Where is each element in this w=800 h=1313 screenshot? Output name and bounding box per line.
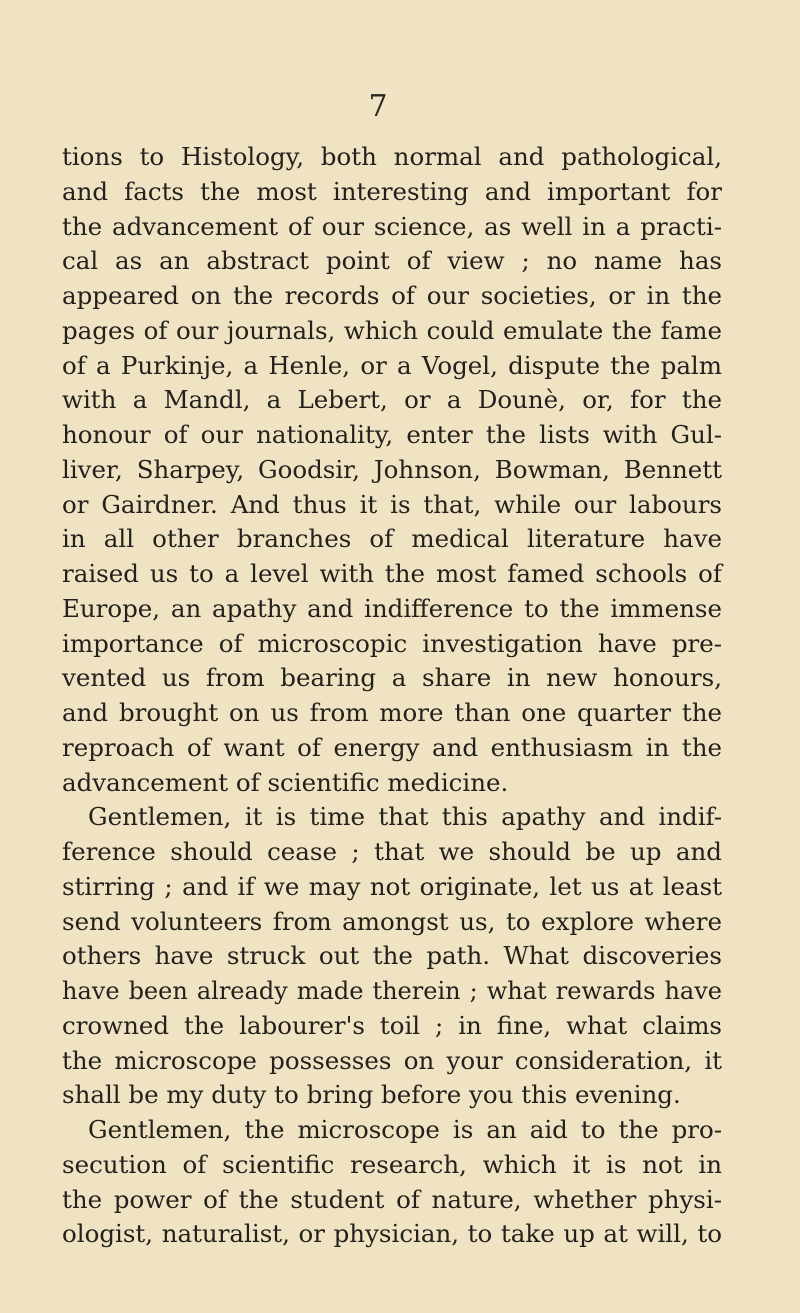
text-line: cal as an abstract point of view ; no name has [62, 246, 722, 276]
text-line: liver, Sharpey, Goodsir, Johnson, Bowman, Bennett [62, 454, 722, 484]
text-line: ference should cease ; that we should be up and [62, 837, 722, 866]
text-line: stirring ; and if we may not originate, let us at least [62, 871, 722, 901]
text-line: Gentlemen, the microscope is an aid to the pro- [88, 1115, 722, 1144]
text-line: raised us to a level with the most famed schools of [62, 559, 722, 588]
text-line: with a Mandl, a Lebert, or a Dounè, or, for the [62, 385, 722, 415]
text-line: crowned the labourer's toil ; in fine, what claims [62, 1010, 722, 1040]
text-line: secution of scientific research, which it is not in [62, 1149, 722, 1179]
text-line: appeared on the records of our societies, or in the [62, 281, 722, 310]
text-line: the advancement of our science, as well in a practi- [62, 211, 722, 241]
text-line: the microscope possesses on your consideration, it [62, 1045, 722, 1075]
text-line: vented us from bearing a share in new honours, [62, 663, 722, 693]
text-line: reproach of want of energy and enthusiasm in the [62, 732, 722, 762]
text-line: and facts the most interesting and important for [62, 176, 722, 206]
text-line: send volunteers from amongst us, to explore where [62, 906, 722, 936]
text-line: others have struck out the path. What discoveries [62, 941, 722, 971]
body-text [62, 140, 722, 1252]
text-line: have been already made therein ; what rewards have [62, 977, 722, 1005]
text-line: or Gairdner. And thus it is that, while our labours [62, 489, 722, 519]
text-line: pages of our journals, which could emulate the fame [62, 315, 722, 345]
text-line: and brought on us from more than one quarter the [62, 698, 722, 727]
text-line: the power of the student of nature, whether physi- [62, 1184, 722, 1214]
text-line: advancement of scientific medicine. [62, 767, 509, 797]
text-line: shall be my duty to bring before you this evening. [62, 1080, 681, 1110]
text-line: in all other branches of medical literature have [62, 524, 722, 554]
text-line: ologist, naturalist, or physician, to take up at will, to [62, 1219, 722, 1249]
text-line: Gentlemen, it is time that this apathy and indif- [88, 802, 722, 832]
text-line: importance of microscopic investigation have pre- [62, 628, 722, 658]
text-line: of a Purkinje, a Henle, or a Vogel, dispute the palm [62, 350, 722, 380]
text-line: honour of our nationality, enter the lists with Gul- [62, 420, 722, 449]
text-line: Europe, an apathy and indifference to the immense [62, 593, 722, 623]
text-line: tions to Histology, both normal and pathological, [62, 142, 722, 171]
page-number: 7 [368, 89, 388, 124]
